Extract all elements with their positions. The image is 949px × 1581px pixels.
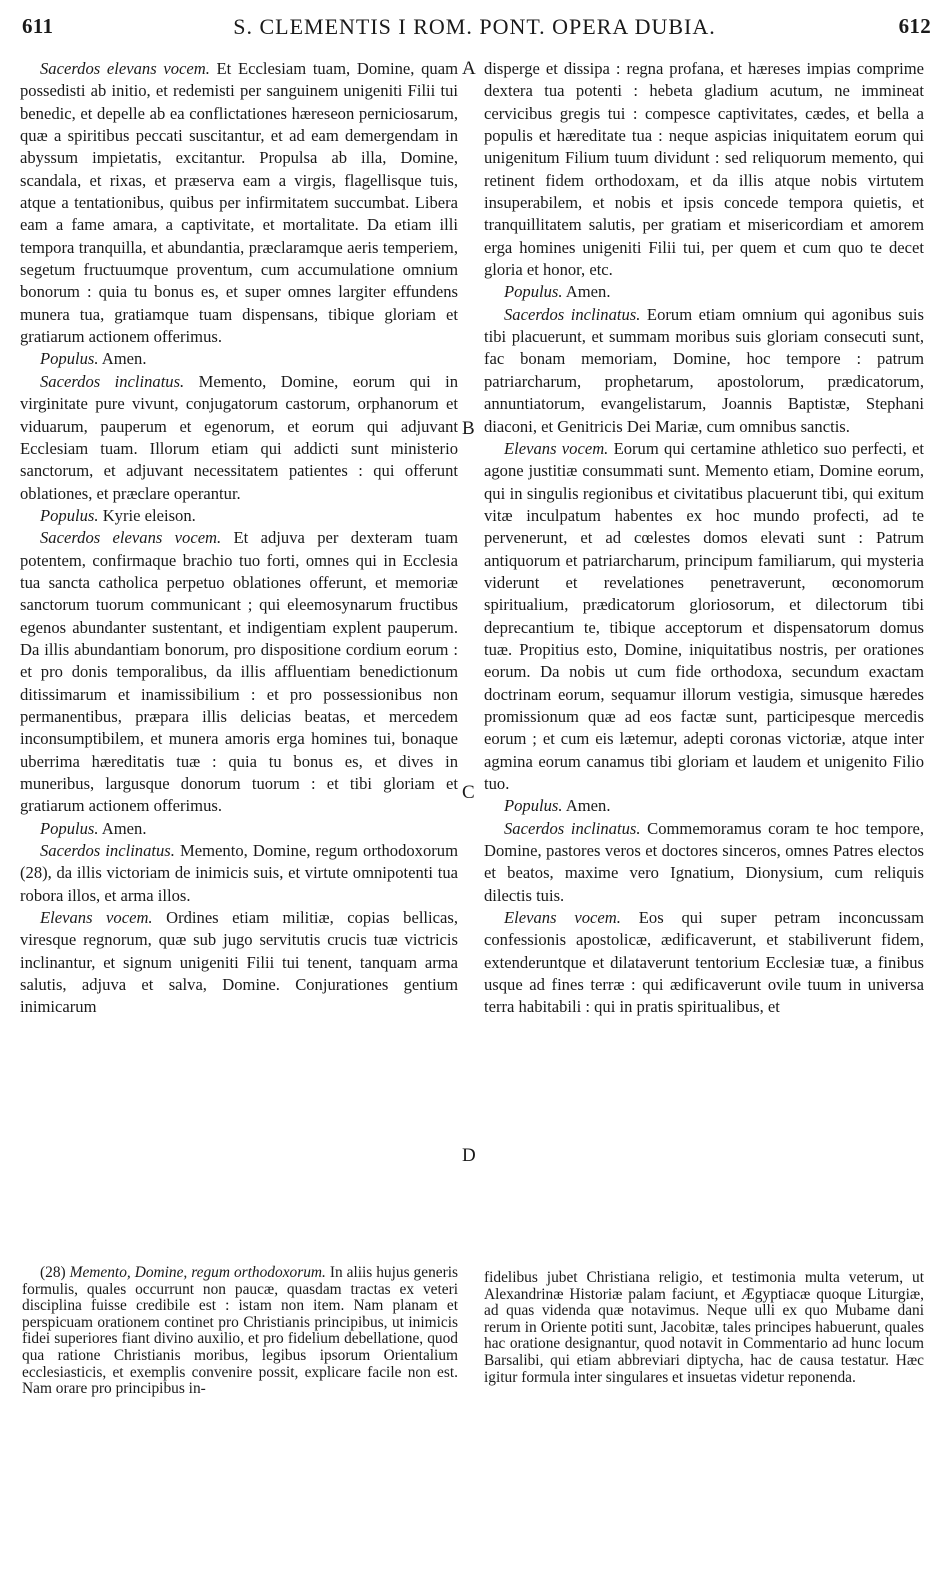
paragraph-text: Amen.: [98, 818, 147, 838]
paragraph-text: Amen.: [98, 349, 147, 369]
footnote-continuation: fidelibus jubet Christiana religio, et testimonia multa veterum, ut Alexandrinæ Historiæ palam faciunt, et Ægyptiacæ quoque Liturgiæ, ad quas videnda quæ notavimus. Neque ulli ex quo Mubame dani rerum in Oriente potiti sunt, Jacobitæ, tales principes habuerunt, quales hac oratione designantur, quod notavit in Commentario ad hunc locum Barsalibi, qui etiam abbreviari diptycha, hac de causa testatur. Hæc igitur formula inter singulares et insuetas videtur reponenda.: [484, 1269, 924, 1386]
paragraph: [484, 281, 924, 303]
running-title: S. CLEMENTIS I ROM. PONT. OPERA DUBIA.: [233, 14, 716, 39]
margin-marker-b: B: [462, 418, 475, 439]
speaker-label: Sacerdos elevans vocem.: [40, 528, 222, 548]
speaker-label: Populus.: [504, 282, 563, 302]
paragraph: [484, 304, 924, 438]
paragraph-text: Eos qui super petram inconcussam confessionis apostolicæ, ædificaverunt, et stabiliverunt fidem, extenderuntque et dilataverunt tentorium Ecclesiæ tuæ, a finibus usque ad fines terræ : qui ædificaverunt ovile tuum in universa terra habitabili : qui in pratis spiritualibus, et: [484, 908, 924, 1017]
paragraph: [20, 840, 458, 907]
paragraph-text: Memento, Domine, regum orthodoxorum (28), da illis victoriam de inimicis suis, et virtute omnipotenti tua robora illos, et arma illos.: [20, 841, 458, 905]
paragraph-text: Commemoramus coram te hoc tempore, Domine, pastores veros et doctores sinceros, omnes Patres electos et beatos, maxime vero Ignatium, Dionysium, cum reliquis dilectis tuis.: [484, 818, 925, 905]
speaker-label: Populus.: [40, 818, 99, 838]
paragraph: [20, 58, 458, 348]
footnote-right: [484, 1270, 924, 1386]
paragraph-text: Et Ecclesiam tuam, Domine, quam possedisti ab initio, et redemisti per sanguinem unigeniti Filii tui benedic, et depelle ab ea conflictationes hæreseon perniciosarum, quæ a spiritibus peccati suscitantur, et ad eam demergendam in abyssum impietatis, excitantur. Propulsa ab illa, Domine, scandala, et rixas, et præserva eam a virgis, flagellisque tuis, atque a tentationibus, quibus per infirmitatem succumbat. Libera eam a fame amara, a captivitate, et mortalitate. Da etiam illi tempora tranquilla, et abundantia, præclaramque aeris temperiem, segetum fructuumque proventum, cum accumulatione omnium bonorum : quia tu bonus es, et super omnes largiter effundens munera tua, gratiamque tuam dispensans, tibique gloriam et gratiarum actionem offerimus.: [20, 59, 458, 347]
paragraph: [20, 818, 458, 840]
paragraph: [484, 818, 924, 907]
paragraph: [20, 527, 458, 817]
footnote-left: [22, 1265, 458, 1398]
speaker-label: Sacerdos inclinatus.: [504, 818, 641, 838]
paragraph: [484, 907, 924, 1019]
paragraph: [484, 795, 924, 817]
margin-marker-d: D: [462, 1145, 476, 1166]
paragraph-text: Eorum etiam omnium qui agonibus suis tibi placuerunt, et summam moribus suis gloriam consecuti sunt, fac bonam memoriam, Domine, hoc tempore : patrum patriarcharum, prophetarum, apostolorum, prædicatorum, annuntiatorum, evangelistarum, Joannis Baptistæ, Stephani diaconi, et Genitricis Dei Mariæ, cum omnibus sanctis.: [484, 304, 924, 436]
margin-marker-a: A: [462, 58, 476, 79]
paragraph-text: Kyrie eleison.: [98, 505, 196, 525]
footnote-paragraph: [22, 1265, 458, 1398]
speaker-label: Sacerdos inclinatus.: [40, 841, 175, 861]
speaker-label: Populus.: [504, 796, 563, 816]
paragraph-text: Eorum qui certamine athletico suo perfecti, et agone justitiæ consummati sunt. Memento etiam, Domine eorum, qui in singulis regionibus et civitatibus placuerunt tibi, qui exitum vitæ inculpatum habentes ex hoc mundo profecti, ad te pervenerunt, et ad cœlestes domos elevati sunt : Patrum antiquorum et patriarcharum, principum familiarum, qui mysteria viderunt et revelationes penetraverunt, œconomorum spiritualium, prædicatorum gloriosorum, et dilectorum tibi deprecantium te, tibique acceptorum et dispensatorum domus tuæ. Propitius esto, Domine, iniquitatibus nostris, per orationes eorum. Da nobis ut cum fide orthodoxa, secundum exactam doctrinam eorum, sequamur illorum vestigia, simusque hæredes promissionum quæ ad eos factæ sunt, participesque mercedis eorum ; et cum eis lætemur, adepti coronas victoriæ, atque inter agmina eorum canamus tibi gloriam et laudem et unigenito Filio tuo.: [484, 438, 924, 793]
paragraph: [20, 505, 458, 527]
paragraph: [20, 348, 458, 370]
speaker-label: Elevans vocem.: [40, 908, 153, 928]
speaker-label: Sacerdos elevans vocem.: [40, 59, 210, 78]
speaker-label: Sacerdos inclinatus.: [40, 371, 185, 391]
speaker-label: Elevans vocem.: [504, 908, 621, 928]
paragraph-text: Et adjuva per dexteram tuam potentem, confirmaque brachio tuo forti, omnes qui in Ecclesia tua sancta catholica perpetuo oblationes offerunt, et memoriæ sanctorum tuorum communicant ; qui eleemosynarum fructibus egenos abundanter sustentant, et indigentiam explent pauperum. Da illis abundantiam bonorum, pro dispositione cordium eorum : et pro donis temporalibus, da illis affluentiam benedictionum ditissimarum et inamissibilium : et pro possessionibus non permanentibus, præpara illis delicias beatas, et mercedem inconsumptibilem, et munera amoris erga homines tui, bonaque uberrima hæreditatis tuæ : quia tu bonus es, et dives in muneribus, largusque donorum tuorum : et tibi gloriam et gratiarum actionem offerimus.: [20, 528, 459, 816]
paragraph: [484, 438, 924, 796]
right-column: [484, 58, 924, 1019]
margin-marker-c: C: [462, 782, 475, 803]
paragraph-text: Memento, Domine, eorum qui in virginitate pure vivunt, conjugatorum castorum, orphanorum et viduarum, pauperum et egenorum, et eorum qui adjuvant Ecclesiam tuam. Illorum etiam qui addicti sunt ministerio sanctorum, et adjuvant necessitatem patientes : qui offerunt oblationes, et præclare operantur.: [20, 371, 458, 503]
speaker-label: Elevans vocem.: [504, 438, 609, 458]
paragraph: [20, 907, 458, 1019]
footnote-label: (28): [40, 1264, 66, 1281]
paragraph: [484, 58, 924, 281]
footnote-lemma: Memento, Domine, regum orthodoxorum.: [69, 1264, 326, 1281]
paragraph-text: Ordines etiam militiæ, copias bellicas, viresque regnorum, quæ sub jugo servitutis crucis tuæ victricis inclinantur, et signum unigeniti Filii tui tenent, tanquam arma salutis, adjuva et salva, Domine. Conjurationes gentium inimicarum: [20, 908, 458, 1017]
paragraph: [20, 371, 458, 505]
page-number-left: 611: [22, 14, 54, 38]
page-number-right: 612: [898, 14, 931, 38]
paragraph-text: disperge et dissipa : regna profana, et hæreses impias comprime dextera tua potenti : hebeta gladium acutum, ne immineat cervicibus gregis tui : compesce captivitates, cædes, et bella a populis et hæreditate tua : neque aspicias iniquitatem eorum qui unigenitum Filium tuum dividunt : sed reliquorum memento, qui retinent fidem orthodoxam, et da illis atque nobis virtutem insuperabilem, et nobis et ipsis concede tempora quietis, et tranquillitatem salutis, per gratiam et misericordiam et amorem erga homines unigeniti Filii tui, per quem et cum quo te decet gloria et honor, etc.: [484, 59, 924, 280]
left-column: [20, 58, 458, 1019]
footnote-text: In aliis hujus generis formulis, quales occurrunt non paucæ, quasdam tractas ex veteri disciplina fuisse credibile est : istam non item. Nam planam et perspicuam orationem continet pro Christianis principibus, ut inimicis fidei superiores fiant divino auxilio, et pro fidelium debellatione, quod qua ratione Christianis moribus, legibus ipsorum Orientalium ecclesiasticis, et exemplis convenire possit, explicare facile non est. Nam orare pro principibus in-: [22, 1264, 458, 1398]
paragraph-text: Amen.: [562, 282, 611, 302]
speaker-label: Populus.: [40, 505, 99, 525]
speaker-label: Populus.: [40, 349, 99, 369]
speaker-label: Sacerdos inclinatus.: [504, 304, 641, 324]
paragraph-text: Amen.: [562, 796, 611, 816]
